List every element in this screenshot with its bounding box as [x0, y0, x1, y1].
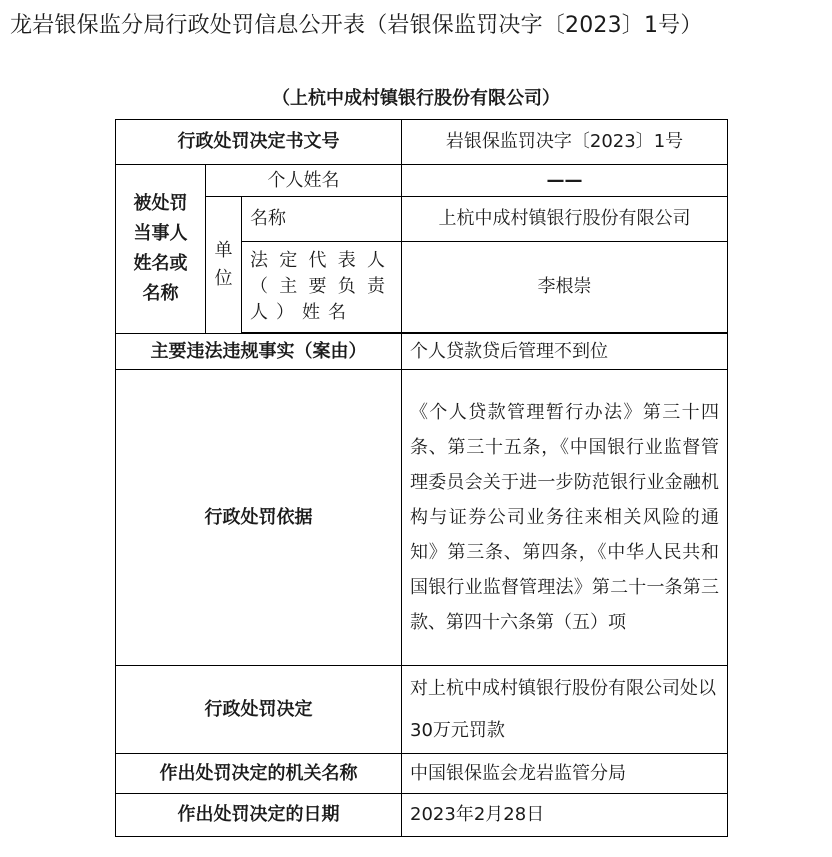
- date-value: 2023年2月28日: [402, 794, 728, 837]
- table-row: [116, 666, 728, 754]
- table-row: [116, 794, 728, 837]
- table-row: [116, 120, 728, 165]
- party-label: 被处罚当事人姓名或名称: [116, 165, 206, 334]
- decision-value: 对上杭中成村镇银行股份有限公司处以30万元罚款: [402, 666, 728, 754]
- doc-number-value: 岩银保监罚决字〔2023〕1号: [402, 120, 728, 165]
- unit-label: 单位: [206, 197, 242, 334]
- date-label: 作出处罚决定的日期: [116, 794, 402, 837]
- basis-value: 《个人贷款管理暂行办法》第三十四条、第三十五条，《中国银行业监督管理委员会关于进一步防范银行业金融机构与证券公司业务往来相关风险的通知》第三条、第四条，《中华人民共和国银行业监督管理法》第二十一条第三款、第四十六条第（五）项: [402, 370, 728, 666]
- facts-label: 主要违法违规事实（案由）: [116, 334, 402, 370]
- penalty-info-table: [115, 119, 728, 837]
- table-row: [116, 370, 728, 666]
- table-row: [116, 165, 728, 197]
- document-subtitle: （上杭中成村镇银行股份有限公司）: [272, 88, 560, 109]
- authority-value: 中国银保监会龙岩监管分局: [402, 754, 728, 794]
- unit-name-label: 名称: [242, 197, 402, 242]
- authority-label: 作出处罚决定的机关名称: [116, 754, 402, 794]
- basis-label: 行政处罚依据: [116, 370, 402, 666]
- table-row: [116, 334, 728, 370]
- individual-name-label: 个人姓名: [206, 165, 402, 197]
- page-title: 龙岩银保监分局行政处罚信息公开表（岩银保监罚决字〔2023〕1号）: [10, 13, 703, 38]
- unit-name-value: 上杭中成村镇银行股份有限公司: [402, 197, 728, 242]
- table-row: [116, 754, 728, 794]
- facts-value: 个人贷款贷后管理不到位: [402, 334, 728, 370]
- decision-label: 行政处罚决定: [116, 666, 402, 754]
- table-row: [116, 197, 728, 242]
- individual-name-value: ——: [402, 165, 728, 197]
- legal-rep-label: 法定代表人（主要负责人）姓名: [242, 242, 402, 333]
- doc-number-label: 行政处罚决定书文号: [116, 120, 402, 165]
- legal-rep-value: 李根崇: [402, 242, 728, 333]
